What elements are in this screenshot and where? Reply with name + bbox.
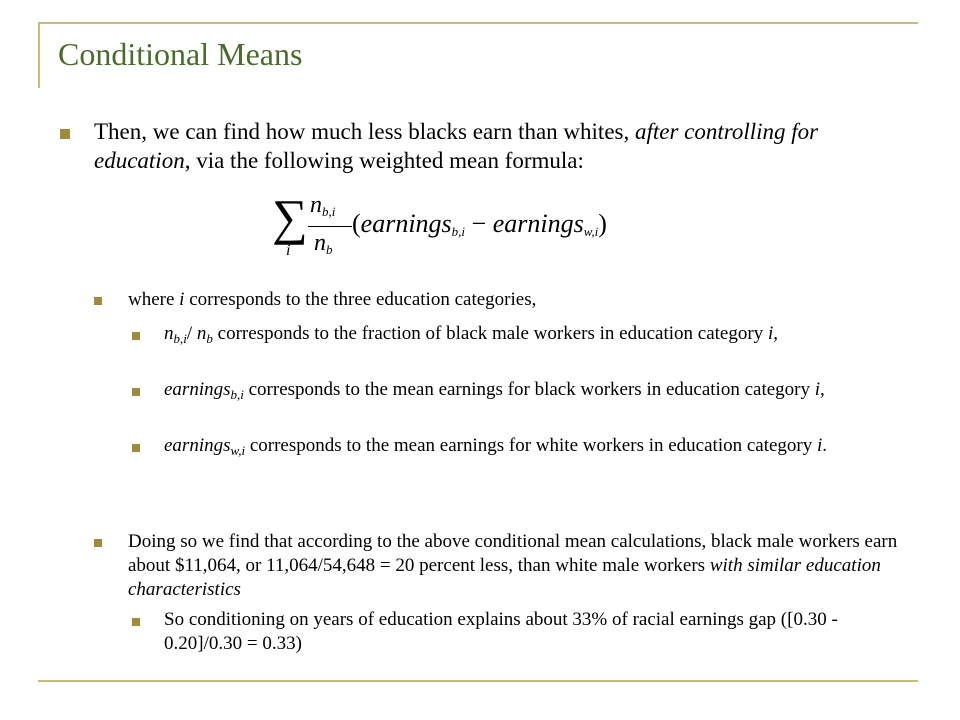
bullet-marker [60, 129, 70, 139]
black-earnings-definition-text: earnings$_{b,i}$ corresponds to the mean earnings for black workers in education category i, [164, 379, 825, 402]
bullet-marker [132, 444, 140, 452]
fraction-numerator: $n_{b,i}$ [310, 192, 336, 219]
sum-symbol: ∑ [272, 189, 308, 245]
bullet-marker [132, 388, 140, 396]
frame-top-line [38, 22, 918, 24]
bullet-marker [94, 539, 102, 547]
fraction-bar [308, 226, 352, 227]
weighted-mean-formula [260, 189, 650, 272]
bullet-main-post: , via the following weighted mean formula: [184, 147, 584, 173]
bullet-main-italic: after controlling for education [94, 119, 819, 173]
slide-title: Conditional Means [58, 36, 303, 72]
so-conditioning-text: So conditioning on years of education explains about 33% of racial earnings gap ([0.30 - 0.20]/0.30 = 0.33) [164, 609, 838, 654]
sum-index: i [286, 242, 291, 259]
frame-vertical-line [38, 22, 40, 88]
doing-so-text: Doing so we find that according to the above conditional mean calculations, black male workers earn about $11,064, or 11,064/54,648 = 20 percent less, than white male workers with similar education characteristics [128, 531, 898, 600]
fraction-definition-text: $n_{b,i}/$ $n_b$ corresponds to the fraction of black male workers in education category i, [164, 323, 778, 346]
bullet-marker [94, 297, 102, 305]
bullet-marker [132, 332, 140, 340]
bullet-marker [132, 618, 140, 626]
where-text: where i corresponds to the three education categories, [128, 289, 537, 310]
earnings-difference: (earnings$_{b,i}$ − earnings$_{w,i}$) [352, 209, 607, 239]
bullet-main-pre: Then, we can find how much less blacks earn than whites, [94, 119, 635, 144]
white-earnings-definition-text: earnings$_{w,i}$ corresponds to the mean earnings for white workers in education category i. [164, 435, 828, 458]
bullet-main-text [94, 118, 914, 176]
frame-bottom-line [38, 680, 918, 682]
fraction-denominator: $n_b$ [314, 230, 333, 257]
